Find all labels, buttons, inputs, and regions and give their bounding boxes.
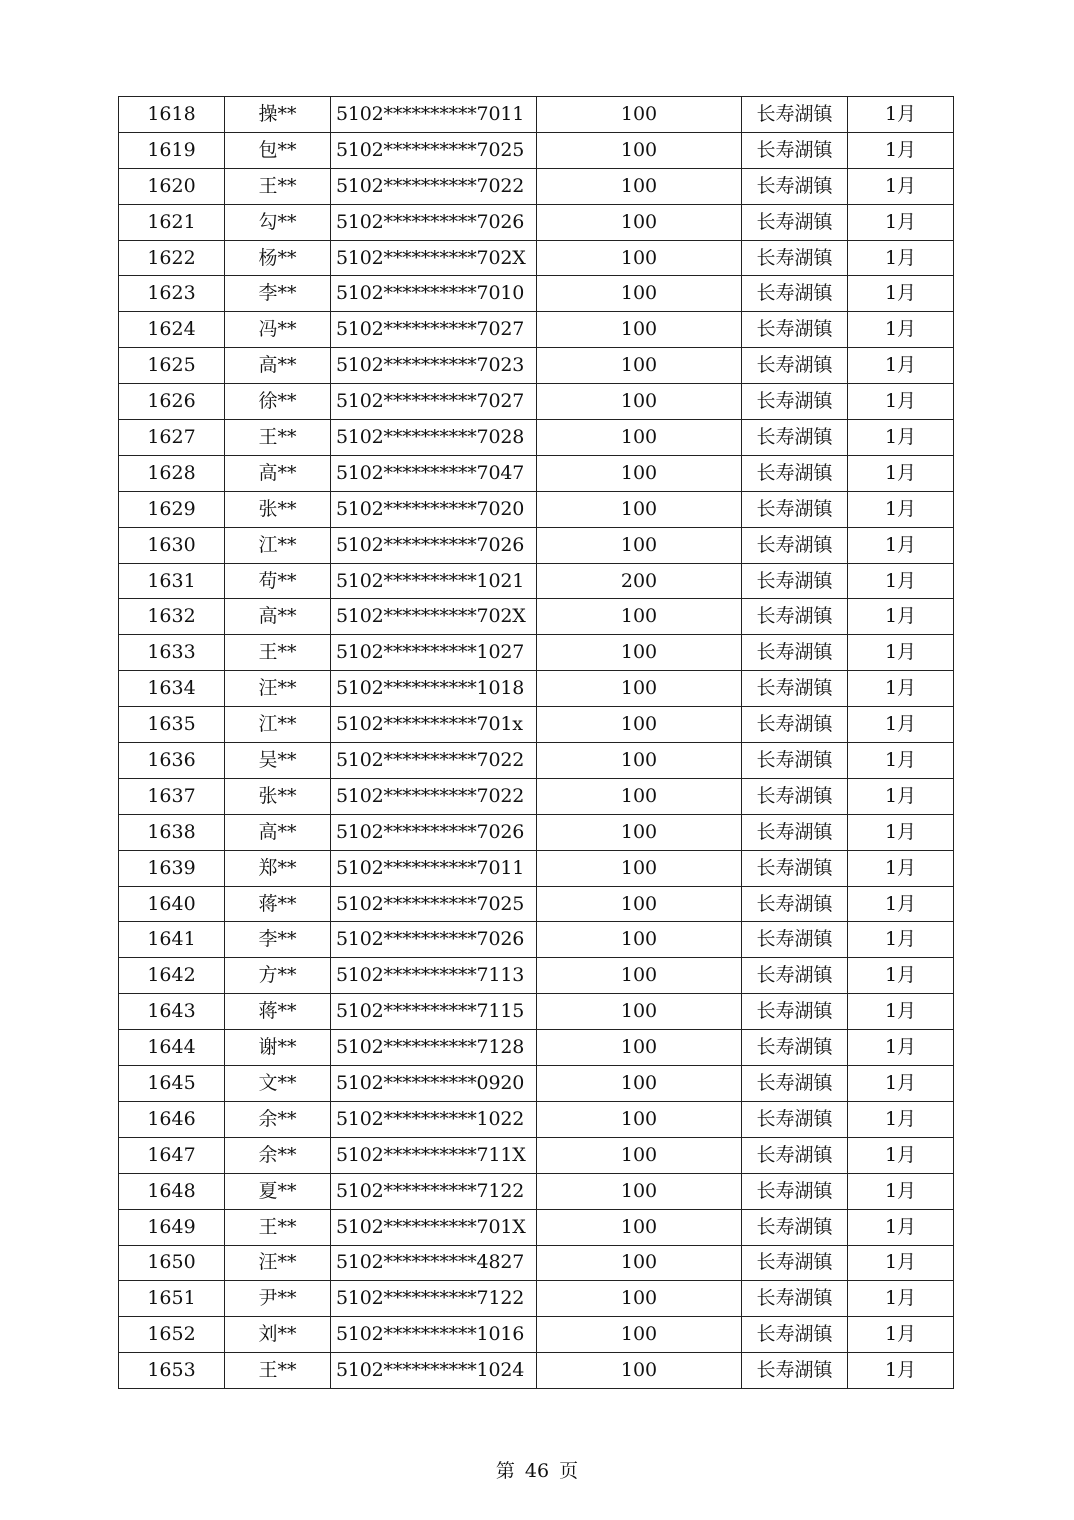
amount-cell: 100 xyxy=(537,778,742,814)
month-cell: 1月 xyxy=(848,563,954,599)
serial-number-cell: 1636 xyxy=(119,743,225,779)
table-row xyxy=(119,1030,954,1066)
table-row xyxy=(119,958,954,994)
month-cell: 1月 xyxy=(848,1209,954,1245)
table-row xyxy=(119,455,954,491)
name-cell: 高** xyxy=(225,455,331,491)
name-cell: 王** xyxy=(225,635,331,671)
table-row xyxy=(119,635,954,671)
id-number-cell: 5102**********7113 xyxy=(331,958,537,994)
id-number-cell: 5102**********1024 xyxy=(331,1353,537,1389)
name-cell: 尹** xyxy=(225,1281,331,1317)
month-cell: 1月 xyxy=(848,312,954,348)
town-cell: 长寿湖镇 xyxy=(742,1353,848,1389)
name-cell: 余** xyxy=(225,1137,331,1173)
serial-number-cell: 1637 xyxy=(119,778,225,814)
table-row xyxy=(119,1173,954,1209)
amount-cell: 100 xyxy=(537,850,742,886)
serial-number-cell: 1632 xyxy=(119,599,225,635)
town-cell: 长寿湖镇 xyxy=(742,1030,848,1066)
name-cell: 李** xyxy=(225,922,331,958)
town-cell: 长寿湖镇 xyxy=(742,1245,848,1281)
town-cell: 长寿湖镇 xyxy=(742,1137,848,1173)
name-cell: 王** xyxy=(225,1209,331,1245)
town-cell: 长寿湖镇 xyxy=(742,886,848,922)
id-number-cell: 5102**********7010 xyxy=(331,276,537,312)
town-cell: 长寿湖镇 xyxy=(742,922,848,958)
amount-cell: 100 xyxy=(537,922,742,958)
id-number-cell: 5102**********7028 xyxy=(331,420,537,456)
id-number-cell: 5102**********7011 xyxy=(331,97,537,133)
id-number-cell: 5102**********1016 xyxy=(331,1317,537,1353)
serial-number-cell: 1622 xyxy=(119,240,225,276)
page-number: 第 46 页 xyxy=(495,1460,579,1482)
town-cell: 长寿湖镇 xyxy=(742,348,848,384)
month-cell: 1月 xyxy=(848,814,954,850)
serial-number-cell: 1633 xyxy=(119,635,225,671)
town-cell: 长寿湖镇 xyxy=(742,276,848,312)
name-cell: 谢** xyxy=(225,1030,331,1066)
table-row xyxy=(119,994,954,1030)
serial-number-cell: 1619 xyxy=(119,132,225,168)
serial-number-cell: 1623 xyxy=(119,276,225,312)
town-cell: 长寿湖镇 xyxy=(742,778,848,814)
id-number-cell: 5102**********702X xyxy=(331,240,537,276)
table-row xyxy=(119,599,954,635)
table-row xyxy=(119,778,954,814)
id-number-cell: 5102**********7022 xyxy=(331,168,537,204)
id-number-cell: 5102**********7026 xyxy=(331,922,537,958)
name-cell: 高** xyxy=(225,814,331,850)
amount-cell: 100 xyxy=(537,97,742,133)
month-cell: 1月 xyxy=(848,1173,954,1209)
id-number-cell: 5102**********7027 xyxy=(331,312,537,348)
id-number-cell: 5102**********1018 xyxy=(331,671,537,707)
id-number-cell: 5102**********7020 xyxy=(331,491,537,527)
town-cell: 长寿湖镇 xyxy=(742,97,848,133)
name-cell: 郑** xyxy=(225,850,331,886)
serial-number-cell: 1629 xyxy=(119,491,225,527)
amount-cell: 100 xyxy=(537,491,742,527)
id-number-cell: 5102**********7128 xyxy=(331,1030,537,1066)
table-row xyxy=(119,707,954,743)
id-number-cell: 5102**********702X xyxy=(331,599,537,635)
month-cell: 1月 xyxy=(848,707,954,743)
serial-number-cell: 1625 xyxy=(119,348,225,384)
amount-cell: 100 xyxy=(537,312,742,348)
id-number-cell: 5102**********7026 xyxy=(331,204,537,240)
amount-cell: 100 xyxy=(537,1030,742,1066)
month-cell: 1月 xyxy=(848,97,954,133)
name-cell: 李** xyxy=(225,276,331,312)
name-cell: 包** xyxy=(225,132,331,168)
table-row xyxy=(119,132,954,168)
name-cell: 吴** xyxy=(225,743,331,779)
id-number-cell: 5102**********7025 xyxy=(331,886,537,922)
table-row xyxy=(119,97,954,133)
name-cell: 苟** xyxy=(225,563,331,599)
month-cell: 1月 xyxy=(848,922,954,958)
table-row xyxy=(119,850,954,886)
town-cell: 长寿湖镇 xyxy=(742,1281,848,1317)
id-number-cell: 5102**********701X xyxy=(331,1209,537,1245)
town-cell: 长寿湖镇 xyxy=(742,850,848,886)
amount-cell: 100 xyxy=(537,276,742,312)
amount-cell: 100 xyxy=(537,599,742,635)
town-cell: 长寿湖镇 xyxy=(742,743,848,779)
table-row xyxy=(119,348,954,384)
id-number-cell: 5102**********1027 xyxy=(331,635,537,671)
town-cell: 长寿湖镇 xyxy=(742,384,848,420)
month-cell: 1月 xyxy=(848,671,954,707)
table-row xyxy=(119,276,954,312)
month-cell: 1月 xyxy=(848,778,954,814)
table-row xyxy=(119,1245,954,1281)
name-cell: 江** xyxy=(225,707,331,743)
month-cell: 1月 xyxy=(848,1353,954,1389)
town-cell: 长寿湖镇 xyxy=(742,491,848,527)
month-cell: 1月 xyxy=(848,132,954,168)
table-row xyxy=(119,671,954,707)
recipient-table xyxy=(118,96,954,1389)
amount-cell: 100 xyxy=(537,204,742,240)
id-number-cell: 5102**********701x xyxy=(331,707,537,743)
id-number-cell: 5102**********711X xyxy=(331,1137,537,1173)
month-cell: 1月 xyxy=(848,599,954,635)
town-cell: 长寿湖镇 xyxy=(742,420,848,456)
id-number-cell: 5102**********7022 xyxy=(331,778,537,814)
town-cell: 长寿湖镇 xyxy=(742,994,848,1030)
town-cell: 长寿湖镇 xyxy=(742,671,848,707)
serial-number-cell: 1621 xyxy=(119,204,225,240)
serial-number-cell: 1641 xyxy=(119,922,225,958)
town-cell: 长寿湖镇 xyxy=(742,168,848,204)
name-cell: 夏** xyxy=(225,1173,331,1209)
id-number-cell: 5102**********7027 xyxy=(331,384,537,420)
month-cell: 1月 xyxy=(848,455,954,491)
id-number-cell: 5102**********7122 xyxy=(331,1281,537,1317)
name-cell: 刘** xyxy=(225,1317,331,1353)
month-cell: 1月 xyxy=(848,491,954,527)
month-cell: 1月 xyxy=(848,994,954,1030)
serial-number-cell: 1639 xyxy=(119,850,225,886)
name-cell: 杨** xyxy=(225,240,331,276)
month-cell: 1月 xyxy=(848,420,954,456)
month-cell: 1月 xyxy=(848,1030,954,1066)
id-number-cell: 5102**********7022 xyxy=(331,743,537,779)
month-cell: 1月 xyxy=(848,384,954,420)
table-row xyxy=(119,240,954,276)
town-cell: 长寿湖镇 xyxy=(742,1209,848,1245)
name-cell: 张** xyxy=(225,491,331,527)
town-cell: 长寿湖镇 xyxy=(742,563,848,599)
amount-cell: 100 xyxy=(537,1137,742,1173)
town-cell: 长寿湖镇 xyxy=(742,204,848,240)
town-cell: 长寿湖镇 xyxy=(742,527,848,563)
month-cell: 1月 xyxy=(848,1281,954,1317)
month-cell: 1月 xyxy=(848,850,954,886)
amount-cell: 100 xyxy=(537,240,742,276)
serial-number-cell: 1642 xyxy=(119,958,225,994)
town-cell: 长寿湖镇 xyxy=(742,1101,848,1137)
table-row xyxy=(119,563,954,599)
town-cell: 长寿湖镇 xyxy=(742,455,848,491)
serial-number-cell: 1624 xyxy=(119,312,225,348)
serial-number-cell: 1646 xyxy=(119,1101,225,1137)
month-cell: 1月 xyxy=(848,1137,954,1173)
month-cell: 1月 xyxy=(848,240,954,276)
table-row xyxy=(119,1317,954,1353)
amount-cell: 100 xyxy=(537,1353,742,1389)
serial-number-cell: 1620 xyxy=(119,168,225,204)
month-cell: 1月 xyxy=(848,635,954,671)
serial-number-cell: 1653 xyxy=(119,1353,225,1389)
id-number-cell: 5102**********7011 xyxy=(331,850,537,886)
amount-cell: 100 xyxy=(537,132,742,168)
town-cell: 长寿湖镇 xyxy=(742,312,848,348)
serial-number-cell: 1634 xyxy=(119,671,225,707)
name-cell: 汪** xyxy=(225,1245,331,1281)
id-number-cell: 5102**********7025 xyxy=(331,132,537,168)
month-cell: 1月 xyxy=(848,886,954,922)
name-cell: 王** xyxy=(225,1353,331,1389)
amount-cell: 100 xyxy=(537,527,742,563)
table-row xyxy=(119,1066,954,1102)
amount-cell: 100 xyxy=(537,168,742,204)
amount-cell: 100 xyxy=(537,420,742,456)
amount-cell: 100 xyxy=(537,635,742,671)
table-row xyxy=(119,204,954,240)
amount-cell: 100 xyxy=(537,994,742,1030)
amount-cell: 100 xyxy=(537,1245,742,1281)
id-number-cell: 5102**********7047 xyxy=(331,455,537,491)
id-number-cell: 5102**********1021 xyxy=(331,563,537,599)
table-row xyxy=(119,384,954,420)
month-cell: 1月 xyxy=(848,348,954,384)
amount-cell: 100 xyxy=(537,1209,742,1245)
town-cell: 长寿湖镇 xyxy=(742,132,848,168)
town-cell: 长寿湖镇 xyxy=(742,1173,848,1209)
table-row xyxy=(119,1353,954,1389)
month-cell: 1月 xyxy=(848,527,954,563)
amount-cell: 100 xyxy=(537,1317,742,1353)
id-number-cell: 5102**********1022 xyxy=(331,1101,537,1137)
table-row xyxy=(119,168,954,204)
name-cell: 余** xyxy=(225,1101,331,1137)
serial-number-cell: 1627 xyxy=(119,420,225,456)
month-cell: 1月 xyxy=(848,1066,954,1102)
month-cell: 1月 xyxy=(848,204,954,240)
name-cell: 操** xyxy=(225,97,331,133)
serial-number-cell: 1645 xyxy=(119,1066,225,1102)
id-number-cell: 5102**********7026 xyxy=(331,814,537,850)
serial-number-cell: 1635 xyxy=(119,707,225,743)
month-cell: 1月 xyxy=(848,958,954,994)
serial-number-cell: 1649 xyxy=(119,1209,225,1245)
month-cell: 1月 xyxy=(848,1317,954,1353)
name-cell: 方** xyxy=(225,958,331,994)
serial-number-cell: 1643 xyxy=(119,994,225,1030)
month-cell: 1月 xyxy=(848,1245,954,1281)
month-cell: 1月 xyxy=(848,1101,954,1137)
name-cell: 汪** xyxy=(225,671,331,707)
table-row xyxy=(119,312,954,348)
town-cell: 长寿湖镇 xyxy=(742,958,848,994)
serial-number-cell: 1640 xyxy=(119,886,225,922)
amount-cell: 100 xyxy=(537,886,742,922)
amount-cell: 100 xyxy=(537,1281,742,1317)
town-cell: 长寿湖镇 xyxy=(742,240,848,276)
id-number-cell: 5102**********7023 xyxy=(331,348,537,384)
table-row xyxy=(119,922,954,958)
table-row xyxy=(119,1137,954,1173)
name-cell: 高** xyxy=(225,348,331,384)
table-row xyxy=(119,1281,954,1317)
serial-number-cell: 1644 xyxy=(119,1030,225,1066)
amount-cell: 100 xyxy=(537,1066,742,1102)
name-cell: 冯** xyxy=(225,312,331,348)
serial-number-cell: 1618 xyxy=(119,97,225,133)
table-row xyxy=(119,420,954,456)
serial-number-cell: 1651 xyxy=(119,1281,225,1317)
name-cell: 勾** xyxy=(225,204,331,240)
name-cell: 江** xyxy=(225,527,331,563)
town-cell: 长寿湖镇 xyxy=(742,599,848,635)
serial-number-cell: 1628 xyxy=(119,455,225,491)
amount-cell: 100 xyxy=(537,1101,742,1137)
table-row xyxy=(119,886,954,922)
town-cell: 长寿湖镇 xyxy=(742,635,848,671)
name-cell: 张** xyxy=(225,778,331,814)
amount-cell: 100 xyxy=(537,707,742,743)
serial-number-cell: 1648 xyxy=(119,1173,225,1209)
table-row xyxy=(119,743,954,779)
town-cell: 长寿湖镇 xyxy=(742,1066,848,1102)
month-cell: 1月 xyxy=(848,168,954,204)
table-row xyxy=(119,527,954,563)
amount-cell: 100 xyxy=(537,455,742,491)
id-number-cell: 5102**********4827 xyxy=(331,1245,537,1281)
amount-cell: 100 xyxy=(537,1173,742,1209)
amount-cell: 100 xyxy=(537,958,742,994)
town-cell: 长寿湖镇 xyxy=(742,707,848,743)
table-body xyxy=(119,97,954,1389)
amount-cell: 100 xyxy=(537,814,742,850)
name-cell: 蒋** xyxy=(225,886,331,922)
table-row xyxy=(119,491,954,527)
amount-cell: 100 xyxy=(537,743,742,779)
table-row xyxy=(119,1209,954,1245)
table-row xyxy=(119,1101,954,1137)
amount-cell: 200 xyxy=(537,563,742,599)
town-cell: 长寿湖镇 xyxy=(742,1317,848,1353)
id-number-cell: 5102**********7026 xyxy=(331,527,537,563)
serial-number-cell: 1631 xyxy=(119,563,225,599)
serial-number-cell: 1650 xyxy=(119,1245,225,1281)
name-cell: 王** xyxy=(225,420,331,456)
serial-number-cell: 1638 xyxy=(119,814,225,850)
id-number-cell: 5102**********0920 xyxy=(331,1066,537,1102)
name-cell: 文** xyxy=(225,1066,331,1102)
month-cell: 1月 xyxy=(848,276,954,312)
town-cell: 长寿湖镇 xyxy=(742,814,848,850)
name-cell: 高** xyxy=(225,599,331,635)
name-cell: 蒋** xyxy=(225,994,331,1030)
serial-number-cell: 1652 xyxy=(119,1317,225,1353)
serial-number-cell: 1630 xyxy=(119,527,225,563)
amount-cell: 100 xyxy=(537,348,742,384)
serial-number-cell: 1647 xyxy=(119,1137,225,1173)
id-number-cell: 5102**********7122 xyxy=(331,1173,537,1209)
table-row xyxy=(119,814,954,850)
id-number-cell: 5102**********7115 xyxy=(331,994,537,1030)
serial-number-cell: 1626 xyxy=(119,384,225,420)
name-cell: 徐** xyxy=(225,384,331,420)
name-cell: 王** xyxy=(225,168,331,204)
amount-cell: 100 xyxy=(537,384,742,420)
month-cell: 1月 xyxy=(848,743,954,779)
amount-cell: 100 xyxy=(537,671,742,707)
